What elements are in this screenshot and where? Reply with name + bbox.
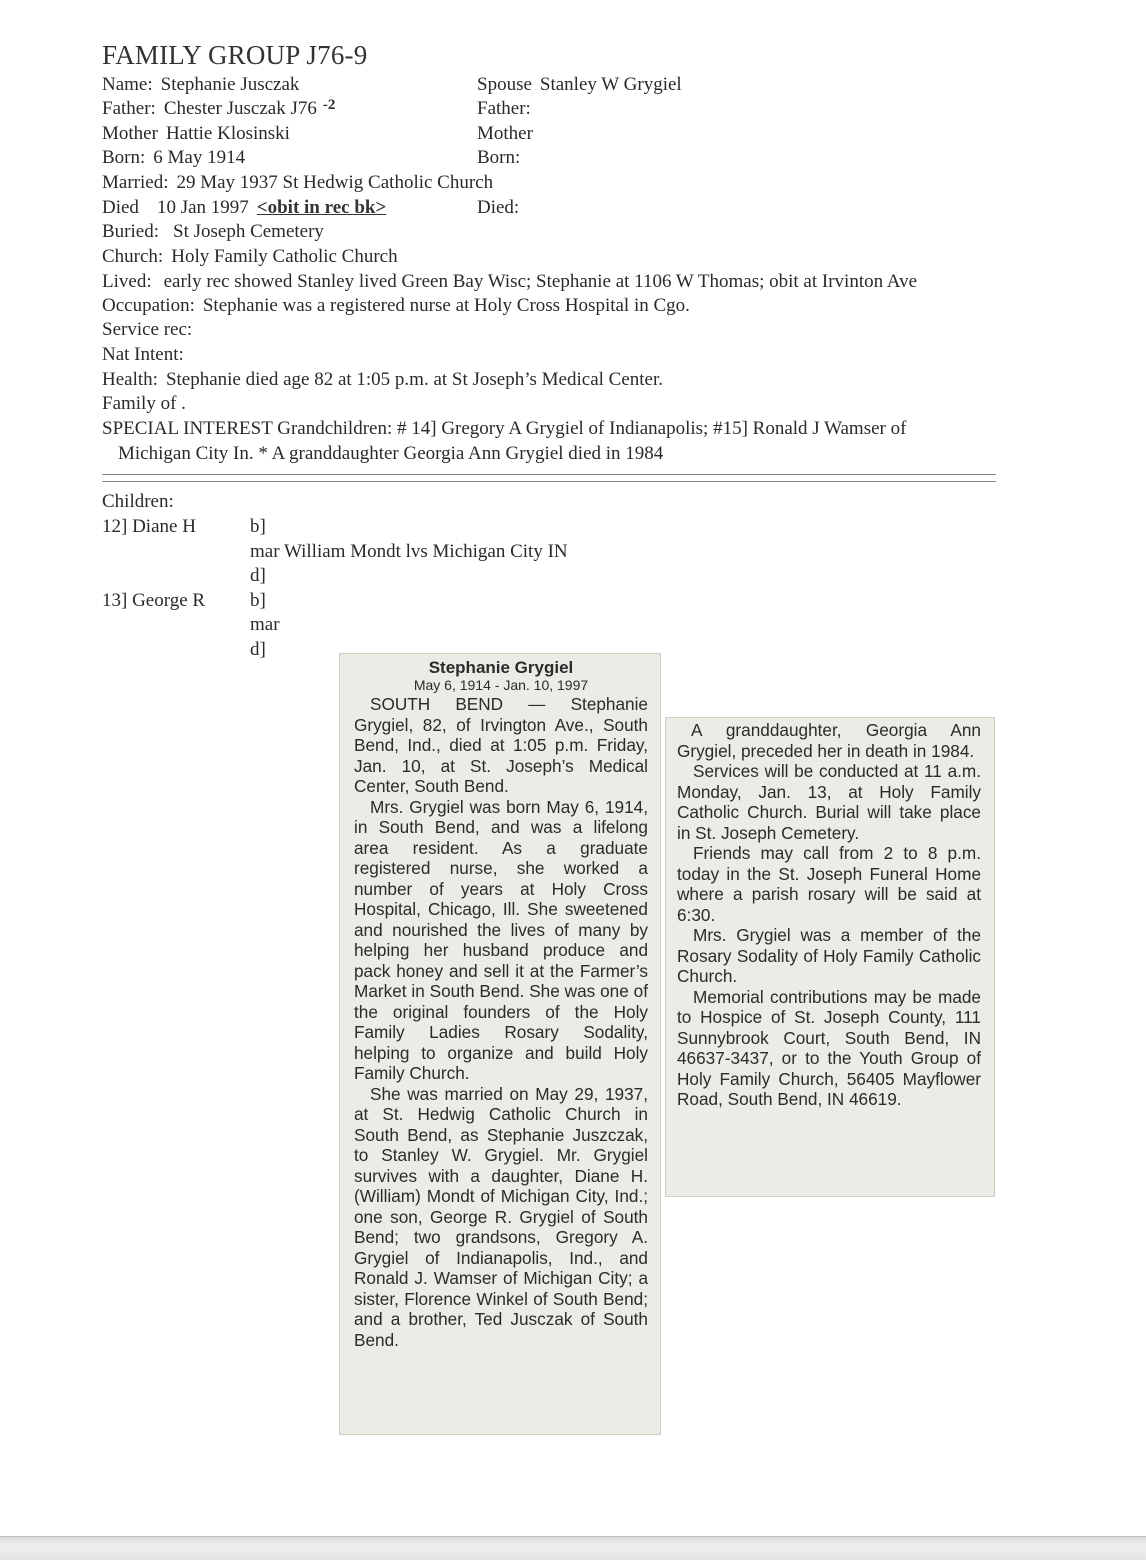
married-row: [102, 171, 493, 195]
spouse-died-label: Died:: [477, 197, 520, 218]
health-row: [102, 368, 663, 392]
children-heading: Children:: [102, 491, 174, 512]
obituary-paragraph: Mrs. Grygiel was born May 6, 1914, in South Bend, and was a lifelong area resident. As a graduate registered nurse, she worked a number of years at Holy Cross Hospital, Chicago, Ill. She sweetened and nourished the lives of many by helping her husband produce and pack honey and sell it at the Farmer’s Market in South Bend. She was one of the original founders of the Holy Family Ladies Rosary Sodality, helping to organize and build Holy Family Church.: [354, 796, 648, 1083]
obituary-paragraph: SOUTH BEND — Stephanie Grygiel, 82, of Irvington Ave., South Bend, Ind., died at 1:05 p.m. Friday, Jan. 10, at St. Joseph’s Medical Center, South Bend.: [354, 694, 648, 796]
spouse-value: Stanley W Grygiel: [539, 74, 682, 95]
name-value: Stephanie Jusczak: [160, 74, 300, 95]
obituary-dates: May 6, 1914 - Jan. 10, 1997: [413, 677, 589, 693]
child-born: b]: [250, 590, 266, 611]
married-value: 29 May 1937 St Hedwig Catholic Church: [176, 172, 494, 193]
buried-label: Buried:: [102, 221, 159, 242]
spouse-mother-label: Mother: [477, 123, 533, 144]
child-married: mar: [250, 614, 280, 635]
child-married: mar William Mondt lvs Michigan City IN: [250, 541, 568, 562]
spouse-father-label: Father:: [477, 98, 531, 119]
spouse-born-label: Born:: [477, 147, 521, 168]
obituary-paragraph: Services will be conducted at 11 a.m. Monday, Jan. 13, at Holy Family Catholic Church. Burial will take place in St. Joseph Cemetery.: [677, 761, 981, 843]
buried-row: [102, 220, 324, 244]
mother-row: [102, 122, 290, 146]
died-row: [102, 196, 386, 220]
child-name: 13] George R: [102, 590, 206, 611]
section-divider: [102, 474, 996, 482]
occupation-value: Stephanie was a registered nurse at Holy Cross Hospital in Cgo.: [202, 295, 690, 316]
buried-value: St Joseph Cemetery: [173, 221, 324, 242]
child-died: d]: [250, 565, 266, 586]
child-died: d]: [250, 639, 266, 660]
obituary-clipping-1: [340, 654, 660, 1434]
father-row: [102, 97, 335, 122]
obituary-name: Stephanie Grygiel: [428, 658, 574, 677]
spouse-row: [477, 73, 682, 97]
father-label: Father:: [102, 98, 156, 119]
lived-label: Lived:: [102, 271, 152, 292]
obituary-paragraph: She was married on May 29, 1937, at St. Hedwig Catholic Church in South Bend, as Stephanie Juszczak, to Stanley W. Grygiel. Mr. Grygiel survives with a daughter, Diane H. (William) Mondt of Michigan City, Ind.; one son, George R. Grygiel of South Bend; two grandsons, Gregory A. Grygiel of Indianapolis, Ind., and Ronald J. Wamser of Michigan City; a sister, Florence Winkel of South Bend; and a brother, Ted Jusczak of South Bend.: [354, 1083, 648, 1350]
scan-bottom-edge: [0, 1536, 1146, 1560]
obituary-paragraph: Mrs. Grygiel was a member of the Rosary Sodality of Holy Family Catholic Church.: [677, 925, 981, 986]
name-row: [102, 73, 299, 97]
born-label: Born:: [102, 147, 146, 168]
spouse-label: Spouse: [477, 74, 532, 95]
child-born: b]: [250, 516, 266, 537]
page-title: FAMILY GROUP J76-9: [102, 40, 368, 70]
church-label: Church:: [102, 246, 164, 267]
obituary-clipping-2: [666, 718, 994, 1196]
mother-label: Mother: [102, 123, 158, 144]
occupation-row: [102, 294, 690, 318]
special-interest-line-1: SPECIAL INTEREST Grandchildren: # 14] Gregory A Grygiel of Indianapolis; #15] Ronald J Wamser of: [102, 418, 907, 439]
lived-row: [102, 270, 917, 294]
mother-value: Hattie Klosinski: [165, 123, 290, 144]
child-name: 12] Diane H: [102, 516, 196, 537]
health-value: Stephanie died age 82 at 1:05 p.m. at St Joseph’s Medical Center.: [165, 369, 664, 390]
special-interest-line-2: Michigan City In. * A granddaughter Georgia Ann Grygiel died in 1984: [118, 443, 664, 464]
obituary-paragraph: Memorial contributions may be made to Hospice of St. Joseph County, 111 Sunnybrook Court, South Bend, IN 46637-3437, or to the Youth Group of Holy Family Church, 56405 Mayflower Road, South Bend, IN 46619.: [677, 986, 981, 1109]
service-record-label: Service rec:: [102, 319, 193, 340]
died-label: Died: [102, 197, 139, 218]
name-label: Name:: [102, 74, 153, 95]
obituary-paragraph: A granddaughter, Georgia Ann Grygiel, preceded her in death in 1984.: [677, 720, 981, 761]
church-value: Holy Family Catholic Church: [171, 246, 398, 267]
father-handwritten-note: -2: [322, 97, 336, 113]
family-of-label: Family of .: [102, 393, 186, 414]
father-value: Chester Jusczak J76: [163, 98, 317, 119]
born-value: 6 May 1914: [153, 147, 246, 168]
obit-reference: <obit in rec bk>: [256, 197, 387, 218]
married-label: Married:: [102, 172, 169, 193]
occupation-label: Occupation:: [102, 295, 195, 316]
died-value: 10 Jan 1997: [156, 197, 249, 218]
lived-value: early rec showed Stanley lived Green Bay Wisc; Stephanie at 1106 W Thomas; obit at Irvinton Ave: [163, 271, 918, 292]
church-row: [102, 245, 398, 269]
health-label: Health:: [102, 369, 158, 390]
born-row: [102, 146, 245, 170]
nat-intent-label: Nat Intent:: [102, 344, 184, 365]
obituary-paragraph: Friends may call from 2 to 8 p.m. today in the St. Joseph Funeral Home where a parish rosary will be said at 6:30.: [677, 843, 981, 925]
